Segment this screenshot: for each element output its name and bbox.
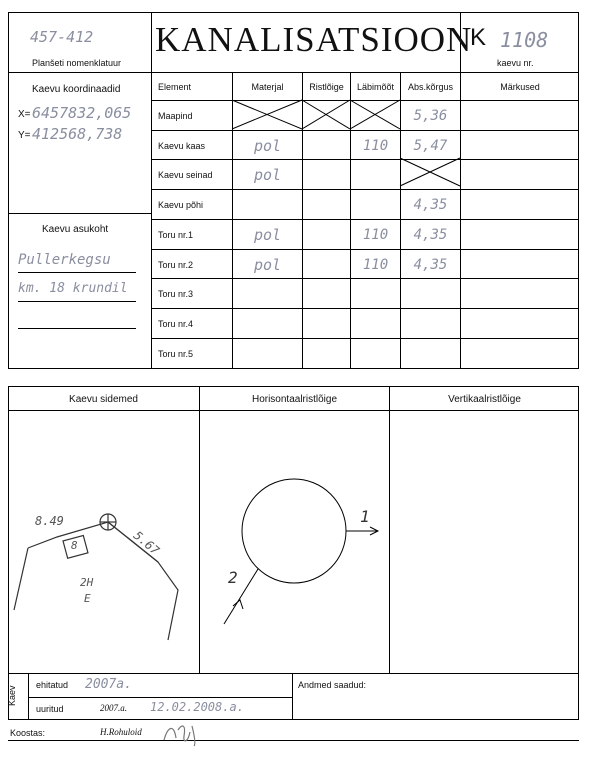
row-element: Toru nr.5 bbox=[158, 348, 194, 359]
koostas-value: H.Rohuloid bbox=[100, 727, 142, 737]
k-letter: K bbox=[470, 24, 487, 51]
divider bbox=[28, 697, 292, 698]
well-number: 1108 bbox=[500, 28, 549, 52]
house-label-a: 2H bbox=[80, 576, 94, 589]
distance-right: 5.67 bbox=[130, 528, 163, 558]
andmed-label: Andmed saadud: bbox=[298, 680, 367, 690]
distance-left: 8.49 bbox=[35, 514, 64, 528]
row-abs: 5,36 bbox=[413, 107, 448, 124]
divider bbox=[8, 740, 579, 741]
well-number-label: kaevu nr. bbox=[497, 58, 534, 68]
col-header-element: Element bbox=[158, 82, 192, 92]
pipe-1-label: 1 bbox=[360, 507, 370, 526]
row-element: Kaevu põhi bbox=[158, 199, 204, 210]
nomenclature-value: 457-412 bbox=[30, 28, 94, 46]
col-header-labimoot: Läbimõõt bbox=[356, 82, 395, 92]
row-element: Maapind bbox=[158, 110, 193, 121]
signature bbox=[160, 718, 210, 748]
koostas-label: Koostas: bbox=[10, 728, 46, 738]
row-materjal: pol bbox=[253, 225, 282, 244]
row-labimoot: 110 bbox=[362, 226, 389, 243]
nomenclature-label: Planšeti nomenklatuur bbox=[32, 58, 122, 68]
uuritud-typed: 2007.a. bbox=[100, 703, 127, 713]
kaev-label: Kaev bbox=[7, 685, 17, 706]
x-coordinate: 6457832,065 bbox=[32, 104, 132, 122]
y-prefix: Y= bbox=[18, 130, 31, 141]
col-header-ristloige: Ristlõige bbox=[309, 82, 344, 92]
box-label: 8 bbox=[71, 539, 78, 552]
coordinates-label: Kaevu koordinaadid bbox=[32, 84, 121, 95]
location-label: Kaevu asukoht bbox=[42, 224, 109, 235]
row-abs: 5,47 bbox=[413, 137, 448, 154]
col-header-materjal: Materjal bbox=[251, 82, 284, 92]
row-element: Toru nr.4 bbox=[158, 318, 194, 329]
uuritud-value: 12.02.2008.a. bbox=[150, 700, 244, 714]
row-element: Toru nr.1 bbox=[158, 229, 194, 240]
col-header-markused: Märkused bbox=[500, 82, 540, 92]
row-abs: 4,35 bbox=[413, 226, 448, 243]
row-materjal: pol bbox=[253, 136, 282, 155]
section-horisontaal: Horisontaalristlõige bbox=[251, 393, 338, 405]
row-element: Toru nr.2 bbox=[158, 259, 194, 270]
row-labimoot: 110 bbox=[362, 256, 389, 273]
page-title: KANALISATSIOON bbox=[155, 20, 473, 59]
ehitatud-value: 2007a. bbox=[85, 677, 132, 692]
row-materjal: pol bbox=[253, 255, 282, 274]
ehitatud-label: ehitatud bbox=[36, 680, 69, 690]
row-materjal: pol bbox=[253, 165, 282, 184]
row-element: Kaevu kaas bbox=[158, 140, 206, 151]
row-labimoot: 110 bbox=[362, 137, 389, 154]
location-line-2: km. 18 krundil bbox=[18, 281, 128, 296]
row-element: Toru nr.3 bbox=[158, 288, 194, 299]
row-element: Kaevu seinad bbox=[158, 169, 213, 180]
uuritud-label: uuritud bbox=[36, 704, 64, 714]
row-abs: 4,35 bbox=[413, 256, 448, 273]
x-prefix: X= bbox=[18, 109, 31, 120]
section-sidemed: Kaevu sidemed bbox=[69, 393, 138, 405]
pipe-2-label: 2 bbox=[228, 568, 238, 587]
divider bbox=[292, 673, 293, 720]
location-line-1: Pullerkegsu bbox=[18, 252, 111, 268]
row-abs: 4,35 bbox=[413, 196, 448, 213]
section-vertikaal: Vertikaalristlõige bbox=[448, 393, 521, 405]
house-label-b: E bbox=[84, 592, 91, 605]
y-coordinate: 412568,738 bbox=[32, 125, 123, 143]
col-header-abs: Abs.kõrgus bbox=[407, 82, 454, 92]
